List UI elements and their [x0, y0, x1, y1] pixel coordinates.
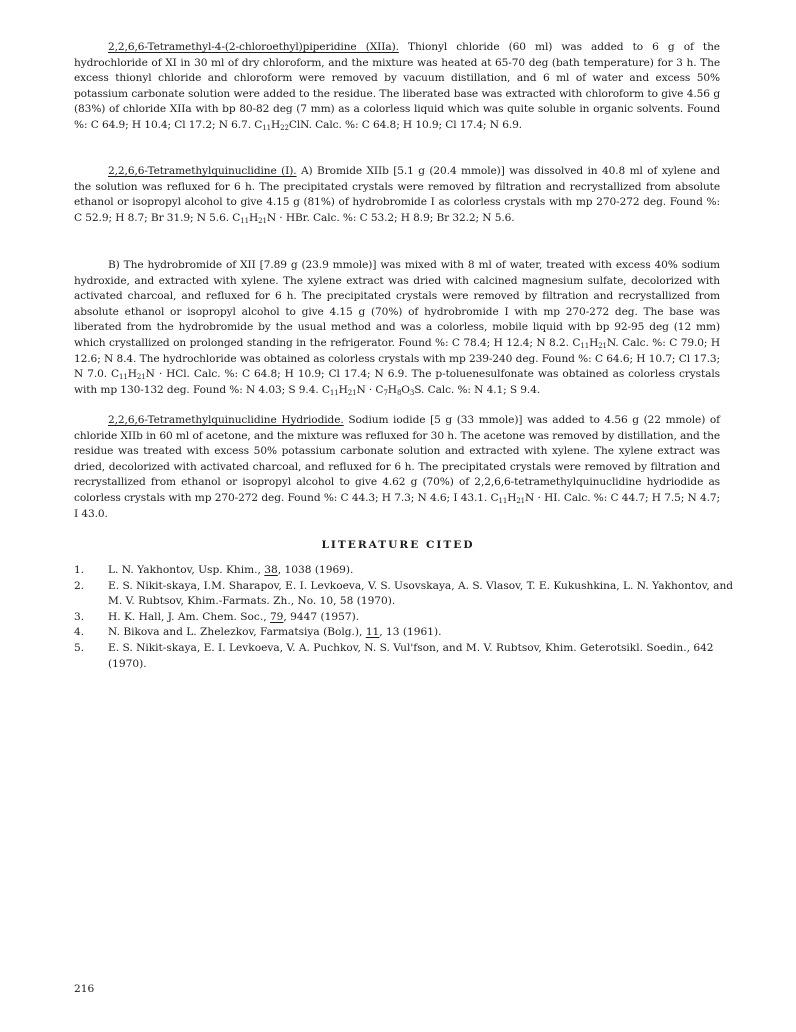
formula-text: H: [507, 491, 517, 504]
formula-subscript: 21: [258, 216, 267, 225]
literature-cited-heading: LITERATURE CITED: [321, 539, 475, 551]
paragraph-tetramethylquinuclidine-a: [74, 164, 720, 226]
reference-number: 2.: [74, 579, 85, 592]
compound-heading: 2,2,6,6-Tetramethylquinuclidine (I).: [108, 165, 297, 177]
formula-subscript: 11: [119, 373, 128, 382]
reference-volume: 11: [365, 626, 380, 639]
formula-text: O: [401, 383, 410, 396]
reference-text: , 1038 (1969).: [277, 564, 354, 576]
paragraph-text: S. Calc. %: N 4.1; S 9.4.: [414, 383, 541, 396]
formula-subscript: 21: [347, 388, 357, 397]
formula-subscript: 8: [396, 388, 402, 397]
formula-text: H: [589, 336, 599, 349]
paragraph-text: N. Calc. %: C 79.0; H 12.6; N 8.4. The hydrochloride was obtained as colorless crystals with mp 239-240 deg. Found %: C 64.6; H 10.7; Cl 17.3; N 7.0. C: [74, 336, 720, 381]
formula-subscript: 11: [498, 496, 508, 505]
paragraph-tetramethylquinuclidine-b: [74, 258, 720, 398]
formula-subscript: 11: [240, 216, 249, 225]
reference-text: L. N. Yakhontov, Usp. Khim.,: [108, 564, 265, 576]
formula-text: N · C: [356, 383, 384, 396]
formula-subscript: 21: [598, 341, 607, 350]
paragraph-text: Thionyl chloride (60 ml) was added to 6 g of the hydrochloride of XI in 30 ml of dry chloroform, and the mixture was heated at 65-70 deg (bath temperature) for 3 h. The excess thionyl chloride and chloroform were removed by vacuum distillation, and 6 ml of water and excess 50% potassium carbonate solution were added to the residue. The liberated base was extracted with chloroform to give 4.56 g (83%) of chloride XIIa with bp 80-82 deg (7 mm) as a colorless liquid which was quite soluble in organic solvents. Found %: C 64.9; H 10.4; Cl 17.2; N 6.7. C: [74, 41, 720, 131]
formula-subscript: 21: [516, 496, 526, 505]
reference-number: 1.: [74, 564, 85, 576]
formula-subscript: 22: [280, 123, 289, 132]
reference-text: , 9447 (1957).: [283, 610, 360, 623]
formula-text: H: [270, 118, 281, 131]
reference-text: , 13 (1961).: [379, 626, 442, 639]
paragraph-text: Sodium iodide [5 g (33 mmole)] was added to 4.56 g (22 mmole) of chloride XIIb in 60 ml of acetone, and the mixture was refluxed for 30 h. The acetone was removed by distillation, and the residue was treated with excess 50% potassium carbonate solution and extracted with xylene. The xylene extract was dried, decolorized with activated charcoal, and refluxed for 6 h. The precipitated crystals were removed by filtration and recrystallized from ethanol or isopropyl alcohol to give 4.62 g (70%) of 2,2,6,6-tetramethylquinuclidine hydriodide as colorless crystals with mp 270-272 deg. Found %: C 44.3; H 7.3; N 4.6; I 43.1. C: [74, 414, 720, 504]
reference-item: [74, 625, 734, 641]
paragraph-text: B) The hydrobromide of XII [7.89 g (23.9 mmole)] was mixed with 8 ml of water, treated with excess 40% sodium hydroxide, and extracted with xylene. The xylene extract was dried with calcined magnesium sulfate, decolorized with activated charcoal, and refluxed for 6 h. The precipitated crystals were removed by filtration and recrystallized from absolute ethanol or isopropyl alcohol to give 4.15 g (70%) of hydrobromide I with mp 270-272 deg. The base was liberated from the hydrobromide by the usual method and was a colorless, mobile liquid with bp 92-95 deg (12 mm) which crystallized on prolonged standing in the refrigerator. Found %: C 78.4; H 12.4; N 8.2. C: [74, 259, 720, 349]
reference-text: H. K. Hall, J. Am. Chem. Soc.,: [108, 610, 270, 623]
formula-subscript: 11: [329, 388, 339, 397]
reference-item: [74, 579, 734, 610]
formula-text: H: [387, 383, 397, 396]
formula-text: N · HBr.: [266, 211, 310, 224]
paragraph-text: N · HCl. Calc. %: C 64.8; H 10.9; Cl 17.4; N 6.9. The p-toluenesulfonate was obtained as colorless crystals with mp 130-132 deg. Found %: N 4.03; S 9.4. C: [74, 368, 720, 396]
formula-subscript: 3: [409, 388, 415, 397]
paragraph-text: A) Bromide XIIb [5.1 g (20.4 mmole)] was dissolved in 40.8 ml of xylene and the solution was refluxed for 6 h. The precipitated crystals were removed by filtration and recrystallized from absolute ethanol or isopropyl alcohol to give 4.15 g (81%) of hydrobromide I as colorless crystals with mp 270-272 deg. Found %: C 52.9; H 8.7; Br 31.9; N 5.6. C: [74, 165, 720, 224]
formula-subscript: 7: [383, 388, 388, 397]
formula-text: H: [127, 368, 137, 381]
paragraph-tetramethyl-chloroethyl-piperidine: [74, 40, 720, 134]
formula-subscript: 21: [136, 373, 146, 382]
reference-text: N. Bikova and L. Zhelezkov, Farmatsiya (Bolg.),: [108, 626, 366, 639]
reference-item: [74, 610, 734, 626]
page-number: 216: [74, 983, 95, 995]
compound-heading: 2,2,6,6-Tetramethylquinuclidine Hydriodide.: [108, 414, 344, 426]
formula-text: H: [338, 383, 348, 396]
paragraph-text: Calc. %: C 53.2; H 8.9; Br 32.2; N 5.6.: [309, 211, 515, 224]
formula-text: N · HI.: [525, 491, 561, 504]
formula-subscript: 11: [262, 123, 271, 132]
formula-subscript: 11: [580, 341, 590, 350]
reference-item: [74, 641, 734, 672]
reference-text: E. S. Nikit-skaya, I.M. Sharapov, E. I. Levkoeva, V. S. Usovskaya, A. S. Vlasov, T. E. Kukushkina, L. N. Yakhontov, and M. V. Rubtsov, Khim.-Farmats. Zh., No. 10, 58 (1970).: [108, 579, 734, 608]
paragraph-text: Calc. %: C 44.7; H 7.5; N 4.7; I 43.0.: [74, 491, 720, 520]
formula-text: ClN.: [288, 118, 312, 131]
compound-heading: 2,2,6,6-Tetramethyl-4-(2-chloroethyl)piperidine (XIIa).: [108, 41, 399, 53]
paragraph-quinuclidine-hydriodide: [74, 413, 720, 522]
reference-number: 4.: [74, 626, 85, 639]
reference-item: [74, 563, 734, 579]
reference-number: 3.: [74, 610, 85, 623]
reference-text: E. S. Nikit-skaya, E. I. Levkoeva, V. A. Puchkov, N. S. Vul'fson, and M. V. Rubtsov, Khim. Geterotsikl. Soedin., 642 (1970).: [108, 641, 714, 670]
formula-text: H: [248, 211, 259, 224]
reference-list: [74, 563, 734, 672]
reference-volume: 79: [269, 610, 284, 623]
reference-number: 5.: [74, 641, 85, 654]
paragraph-text: Calc. %: C 64.8; H 10.9; Cl 17.4; N 6.9.: [311, 118, 523, 131]
reference-volume: 38: [264, 564, 278, 576]
